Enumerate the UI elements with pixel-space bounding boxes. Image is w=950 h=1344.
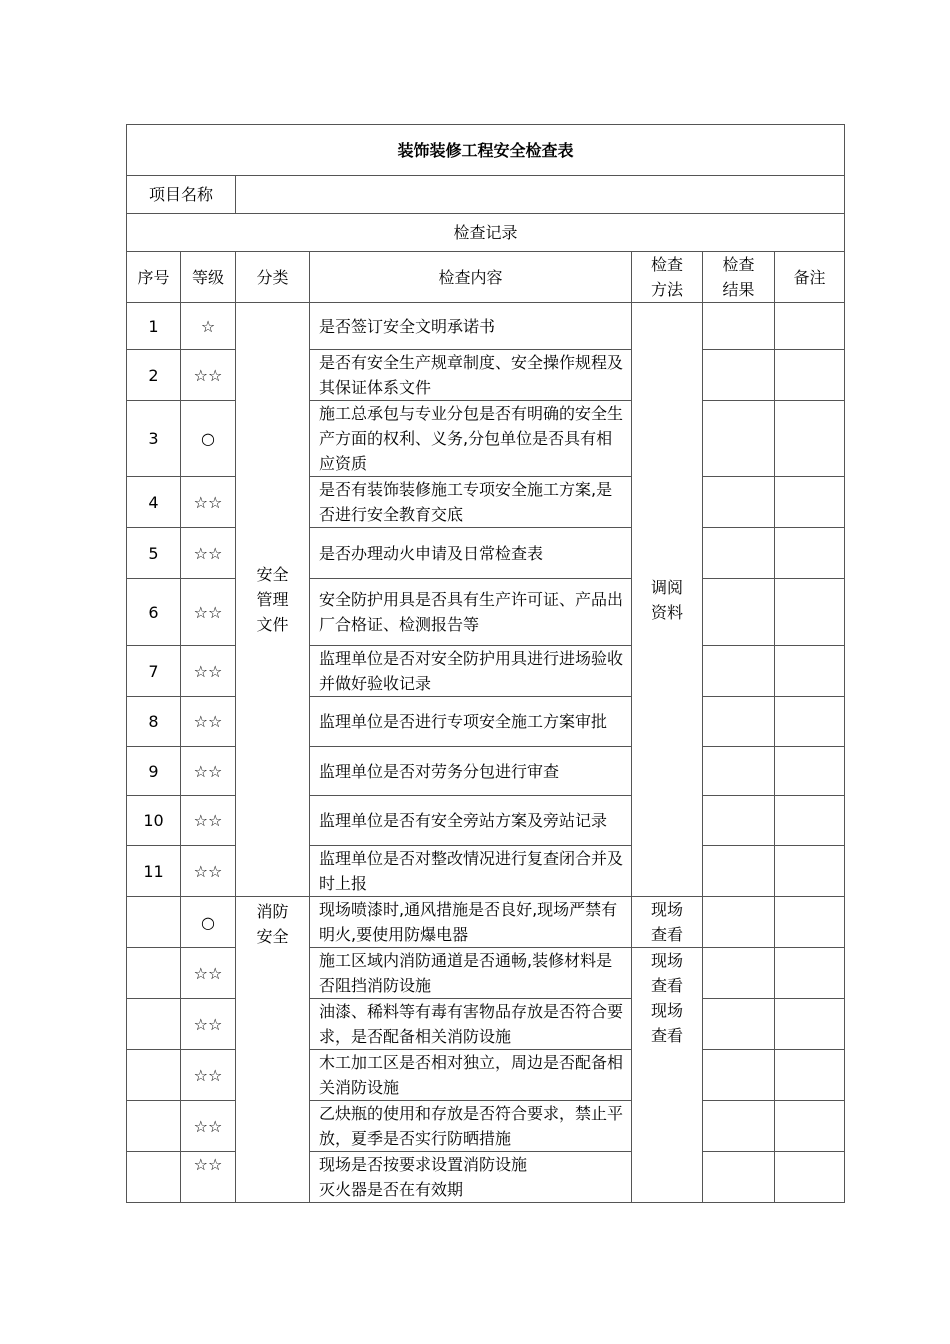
row-number (127, 948, 181, 999)
check-content: 乙炔瓶的使用和存放是否符合要求，禁止平放，夏季是否实行防晒措施 (310, 1101, 632, 1152)
project-name-label: 项目名称 (127, 176, 236, 214)
table-title: 装饰装修工程安全检查表 (127, 125, 845, 176)
level-mark: ○ (181, 897, 236, 948)
level-mark: ○ (181, 401, 236, 477)
result-cell[interactable] (703, 477, 775, 528)
row-number: 6 (127, 579, 181, 646)
result-cell[interactable] (703, 897, 775, 948)
table-row (127, 646, 845, 697)
row-number: 5 (127, 528, 181, 579)
row-number: 2 (127, 350, 181, 401)
remark-cell[interactable] (775, 528, 845, 579)
level-mark: ☆☆ (181, 747, 236, 796)
level-mark: ☆☆ (181, 948, 236, 999)
check-content: 监理单位是否对整改情况进行复查闭合并及时上报 (310, 846, 632, 897)
check-content: 施工区域内消防通道是否通畅,装修材料是否阻挡消防设施 (310, 948, 632, 999)
check-content: 监理单位是否进行专项安全施工方案审批 (310, 697, 632, 747)
project-name-field[interactable] (236, 176, 845, 214)
table-row (127, 350, 845, 401)
row-number (127, 1101, 181, 1152)
table-row (127, 528, 845, 579)
result-cell[interactable] (703, 846, 775, 897)
level-mark: ☆☆ (181, 579, 236, 646)
result-cell[interactable] (703, 948, 775, 999)
result-cell[interactable] (703, 796, 775, 846)
remark-cell[interactable] (775, 401, 845, 477)
check-content: 油漆、稀料等有毒有害物品存放是否符合要求，是否配备相关消防设施 (310, 999, 632, 1050)
level-mark: ☆☆ (181, 697, 236, 747)
check-content: 是否有安全生产规章制度、安全操作规程及其保证体系文件 (310, 350, 632, 401)
header-no: 序号 (127, 252, 181, 303)
remark-cell[interactable] (775, 579, 845, 646)
row-number: 1 (127, 303, 181, 350)
table-row (127, 897, 845, 948)
result-cell[interactable] (703, 1101, 775, 1152)
row-number (127, 897, 181, 948)
result-cell[interactable] (703, 697, 775, 747)
remark-cell[interactable] (775, 747, 845, 796)
row-number (127, 999, 181, 1050)
table-row (127, 747, 845, 796)
header-category: 分类 (236, 252, 310, 303)
table-row (127, 1152, 845, 1203)
level-mark: ☆ (181, 303, 236, 350)
result-cell[interactable] (703, 401, 775, 477)
table-row (127, 477, 845, 528)
remark-cell[interactable] (775, 999, 845, 1050)
level-mark: ☆☆ (181, 646, 236, 697)
remark-cell[interactable] (775, 1050, 845, 1101)
level-mark: ☆☆ (181, 1050, 236, 1101)
table-row (127, 999, 845, 1050)
check-content: 木工加工区是否相对独立，周边是否配备相关消防设施 (310, 1050, 632, 1101)
table-row (127, 697, 845, 747)
result-cell[interactable] (703, 747, 775, 796)
safety-checklist-table (126, 124, 845, 1203)
remark-cell[interactable] (775, 477, 845, 528)
method-cell: 现场 查看 现场 查看 (632, 948, 703, 1203)
header-level: 等级 (181, 252, 236, 303)
level-mark: ☆☆ (181, 1101, 236, 1152)
category-cell: 安全 管理 文件 (236, 303, 310, 897)
header-content: 检查内容 (310, 252, 632, 303)
check-content: 是否签订安全文明承诺书 (310, 303, 632, 350)
table-row (127, 796, 845, 846)
table-row (127, 401, 845, 477)
row-number: 4 (127, 477, 181, 528)
result-cell[interactable] (703, 1152, 775, 1203)
level-mark: ☆☆ (181, 846, 236, 897)
method-cell: 现场 查看 (632, 897, 703, 948)
remark-cell[interactable] (775, 1152, 845, 1203)
result-cell[interactable] (703, 350, 775, 401)
level-mark: ☆☆ (181, 796, 236, 846)
row-number: 7 (127, 646, 181, 697)
check-content: 现场是否按要求设置消防设施 灭火器是否在有效期 (310, 1152, 632, 1203)
level-mark: ☆☆ (181, 350, 236, 401)
remark-cell[interactable] (775, 1101, 845, 1152)
level-mark: ☆☆ (181, 999, 236, 1050)
table-row (127, 1101, 845, 1152)
check-content: 监理单位是否有安全旁站方案及旁站记录 (310, 796, 632, 846)
result-cell[interactable] (703, 528, 775, 579)
level-mark: ☆☆ (181, 477, 236, 528)
table-row (127, 303, 845, 350)
method-cell: 调阅 资料 (632, 303, 703, 897)
result-cell[interactable] (703, 579, 775, 646)
header-method: 检查 方法 (632, 252, 703, 303)
result-cell[interactable] (703, 303, 775, 350)
category-cell: 消防 安全 (236, 897, 310, 1203)
row-number: 11 (127, 846, 181, 897)
table-row (127, 846, 845, 897)
remark-cell[interactable] (775, 948, 845, 999)
remark-cell[interactable] (775, 897, 845, 948)
check-content: 安全防护用具是否具有生产许可证、产品出厂合格证、检测报告等 (310, 579, 632, 646)
level-mark: ☆☆ (181, 528, 236, 579)
management-rows (127, 303, 845, 897)
fire-rows (127, 897, 845, 1203)
header-result: 检查 结果 (703, 252, 775, 303)
remark-cell[interactable] (775, 796, 845, 846)
check-content: 现场喷漆时,通风措施是否良好,现场严禁有明火,要使用防爆电器 (310, 897, 632, 948)
check-content: 是否办理动火申请及日常检查表 (310, 528, 632, 579)
remark-cell[interactable] (775, 697, 845, 747)
row-number: 9 (127, 747, 181, 796)
row-number: 3 (127, 401, 181, 477)
level-mark: ☆☆ (181, 1152, 236, 1203)
row-number: 8 (127, 697, 181, 747)
remark-cell[interactable] (775, 846, 845, 897)
check-content: 是否有装饰装修施工专项安全施工方案,是否进行安全教育交底 (310, 477, 632, 528)
header-remark: 备注 (775, 252, 845, 303)
table-row (127, 948, 845, 999)
row-number: 10 (127, 796, 181, 846)
table-row (127, 1050, 845, 1101)
section-title: 检查记录 (127, 214, 845, 252)
row-number (127, 1152, 181, 1203)
check-content: 监理单位是否对劳务分包进行审查 (310, 747, 632, 796)
table-row (127, 579, 845, 646)
result-cell[interactable] (703, 999, 775, 1050)
remark-cell[interactable] (775, 303, 845, 350)
remark-cell[interactable] (775, 350, 845, 401)
row-number (127, 1050, 181, 1101)
check-content: 施工总承包与专业分包是否有明确的安全生产方面的权利、义务,分包单位是否具有相应资质 (310, 401, 632, 477)
result-cell[interactable] (703, 1050, 775, 1101)
result-cell[interactable] (703, 646, 775, 697)
check-content: 监理单位是否对安全防护用具进行进场验收并做好验收记录 (310, 646, 632, 697)
remark-cell[interactable] (775, 646, 845, 697)
